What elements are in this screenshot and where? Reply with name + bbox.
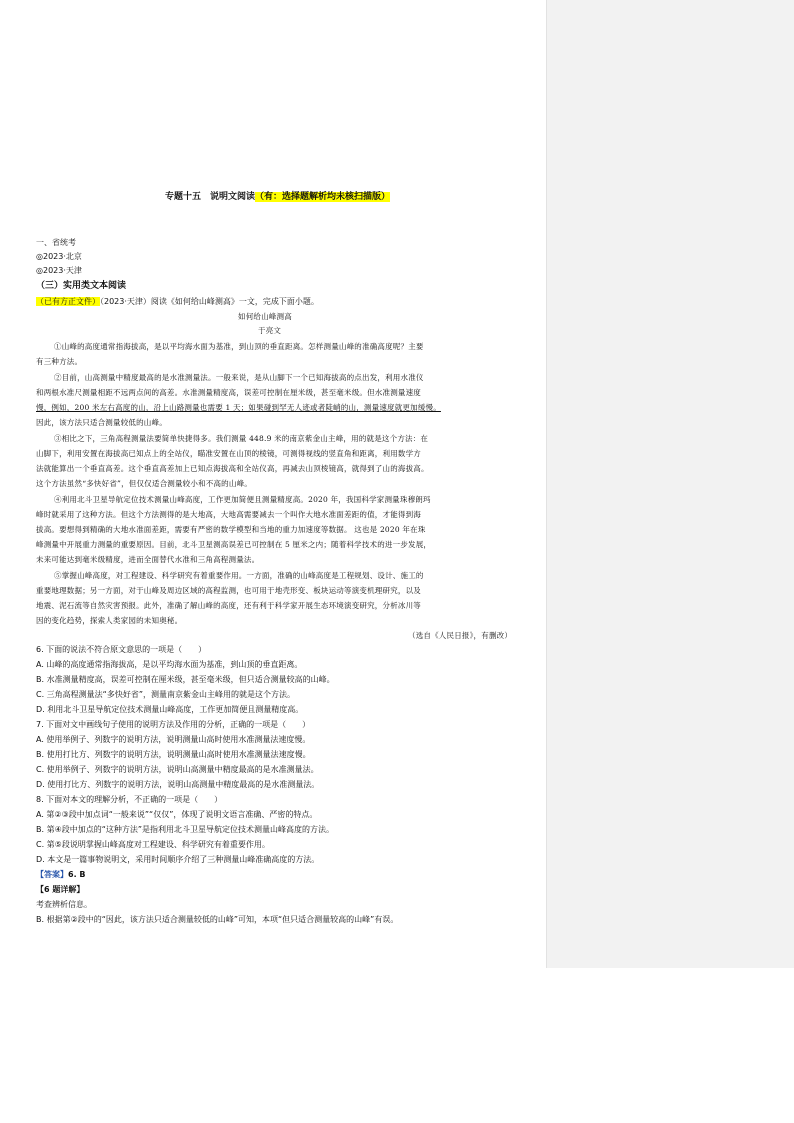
intro-tag: （已有方正文件） [36,297,100,306]
question-intro [36,297,319,307]
para-4-line-3: 拔高。要想得到精确的大地水准面差距，需要有严密的数学模型和当地的重力加速度等数据。 这也是 2020 年在珠 [36,525,426,534]
source-beijing: ◎2023·北京 [36,252,82,261]
para-5-line-4: 因的变化趋势，探索人类家园的未知奥秘。 [36,616,183,625]
question-8-option-b: B. 第④段中加点的“这种方法”是指利用北斗卫星导航定位技术测量山峰高度的方法。 [36,825,335,834]
question-8-option-a: A. 第②③段中加点词“一般来说”“仅仅”，体现了说明文语言准确、严密的特点。 [36,810,318,819]
answer-value: 6. B [68,870,86,879]
question-8-option-c: C. 第⑤段说明掌握山峰高度对工程建设、科学研究有着重要作用。 [36,840,270,849]
para-4-line-1: ④利用北斗卫星导航定位技术测量山峰高度，工作更加简便且测量精度高。2020 年，我国科学家测量珠穆朗玛 [54,495,431,504]
para-2-line-1: ②目前，山高测量中精度最高的是水准测量法。一般来说，是从山脚下一个已知海拔高的点出发，利用水准仪 [54,373,424,382]
section-heading-1: 一、省统考 [36,238,76,247]
doc-title [165,192,390,202]
para-3-line-1: ③相比之下，三角高程测量法要简单快捷得多。我们测量 448.9 米的南京紫金山主峰，用的就是这个方法：在 [54,434,429,443]
question-8-option-d: D. 本文是一篇事物说明文，采用时间顺序介绍了三种测量山峰准确高度的方法。 [36,855,320,864]
comment-pane [546,0,794,968]
title-note: （有：选择题解析均未核扫描版） [255,192,391,202]
para-1-line-1: ①山峰的高度通常指海拔高，是以平均海水面为基准，到山顶的垂直距离。怎样测量山峰的准确高度呢？主要 [54,342,424,351]
source-tianjin: ◎2023·天津 [36,266,82,275]
para-2-line-2: 和两根水准尺测量相距不远两点间的高差。水准测量精度高，误差可控制在厘米级，甚至毫米级。但水准测量速度 [36,388,421,397]
title-main: 专题十五 说明文阅读 [165,192,256,202]
para-1-line-2: 有三种方法。 [36,357,83,366]
question-6-option-c: C. 三角高程测量法“多快好省”，测量南京紫金山主峰用的就是这个方法。 [36,690,295,699]
intro-text: （2023·天津）阅读《如何给山峰测高》一文，完成下面小题。 [100,297,319,306]
question-7-option-a: A. 使用举例子、列数字的说明方法，说明测量山高时使用水准测量法速度慢。 [36,735,311,744]
para-5-line-2: 重要地理数据；另一方面，对于山峰及周边区域的高程监测，也可用于地壳形变、板块运动等演变机理研究，以及 [36,586,421,595]
para-3-line-3: 法就能算出一个垂直高差。这个垂直高差加上已知点海拔高和全站仪高，再减去山顶棱镜高，就得到了山的海拔高。 [36,464,429,473]
para-4-line-2: 峰时就采用了这种方法。但这个方法测得的是大地高，大地高需要减去一个叫作大地水准面差距的值，才能得到海 [36,510,421,519]
article-author: 于亮文 [258,326,282,335]
detail-line-1: 考查辨析信息。 [36,900,92,909]
question-6-option-d: D. 利用北斗卫星导航定位技术测量山峰高度，工作更加简便且测量精度高。 [36,705,304,714]
answer-label: 【答案】 [36,870,68,879]
answer-line [36,870,86,880]
question-7-option-b: B. 使用打比方、列数字的说明方法，说明测量山高时使用水准测量法速度慢。 [36,750,311,759]
para-4-line-4: 峰测量中开展重力测量的重要原因。目前，北斗卫星测高误差已可控制在 5 厘米之内；随着科学技术的进一步发展， [36,540,432,549]
detail-heading: 【6 题详解】 [36,885,85,894]
question-6-option-a: A. 山峰的高度通常指海拔高，是以平均海水面为基准，到山顶的垂直距离。 [36,660,303,669]
question-7-option-d: D. 使用打比方、列数字的说明方法，说明山高测量中精度最高的是水准测量法。 [36,780,320,789]
question-8: 8. 下面对本文的理解分析，不正确的一项是（ ） [36,795,223,804]
para-3-line-2: 山脚下，利用安置在海拔高已知点上的全站仪，瞄准安置在山顶的棱镜，可测得视线的竖直角和距离，利用数学方 [36,449,421,458]
para-3-line-4: 这个方法虽然“多快好省”，但仅仅适合测量较小和不高的山峰。 [36,479,252,488]
detail-line-2: B. 根据第②段中的“因此，该方法只适合测量较低的山峰”可知，本项“但只适合测量较高的山峰”有误。 [36,915,399,924]
article-source: （选自《人民日报》，有删改） [408,631,513,640]
section-heading-3: （三）实用类文本阅读 [36,281,127,291]
para-4-line-5: 未来可能达到毫米级精度，进而全面替代水准和三角高程测量法。 [36,555,260,564]
para-2-line-4: 因此，该方法只适合测量较低的山峰。 [36,418,167,427]
para-5-line-3: 地震、泥石流等自然灾害预报。此外，准确了解山峰的高度，还有利于科学家开展生态环境演变研究，分析冰川等 [36,601,421,610]
question-6-option-b: B. 水准测量精度高，误差可控制在厘米级，甚至毫米级，但只适合测量较高的山峰。 [36,675,335,684]
question-7: 7. 下面对文中画线句子使用的说明方法及作用的分析，正确的一项是（ ） [36,720,311,729]
para-5-line-1: ⑤掌握山峰高度，对工程建设、科学研究有着重要作用。一方面，准确的山峰高度是工程规划、设计、施工的 [54,571,424,580]
article-title: 如何给山峰测高 [238,312,292,321]
question-6: 6. 下面的说法不符合原文意思的一项是（ ） [36,645,207,654]
para-2-line-3: 慢，例如，200 米左右高度的山，沿上山路测量也需要 1 天；如果碰到罕无人迹或者陡峭的山，测量速度就更加缓慢。 [36,403,441,412]
question-7-option-c: C. 使用举例子、列数字的说明方法，说明山高测量中精度最高的是水准测量法。 [36,765,319,774]
